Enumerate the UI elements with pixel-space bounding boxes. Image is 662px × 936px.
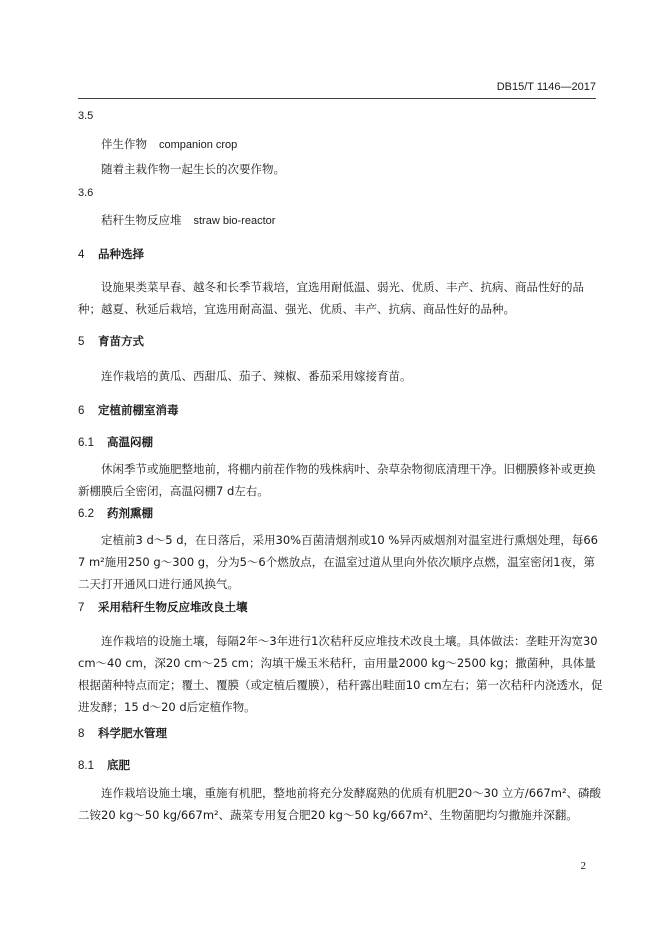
subsection-heading bbox=[78, 757, 130, 773]
section-heading bbox=[78, 599, 248, 615]
term-number: 3.5 bbox=[78, 110, 94, 122]
section-text: 连作栽培的设施土壤，每隔2年～3年进行1次秸秆反应堆技术改良土壤。具体做法：垄畦开沟宽30 cm～40 cm，深20 cm～25 cm；沟填干燥玉米秸秆，亩用量2000 kg～2500 kg；撒菌种，具体量根据菌种特点而定；覆土、覆膜（或定植后覆膜），秸秆露出畦面10 cm左右；第一次秸秆内浇透水，促进发酵；15 d～20 d后定植作物。 bbox=[78, 634, 603, 714]
subsection-number: 8.1 bbox=[78, 760, 94, 772]
section-number: 6 bbox=[78, 405, 85, 417]
section-number: 5 bbox=[78, 336, 85, 348]
section-text: 设施果类菜早春、越冬和长季节栽培，宜选用耐低温、弱光、优质、丰产、抗病、商品性好的品种；越夏、秋延后栽培，宜选用耐高温、强光、优质、丰产、抗病、商品性好的品种。 bbox=[78, 280, 584, 316]
subsection-title: 底肥 bbox=[107, 758, 130, 772]
subsection-title: 药剂熏棚 bbox=[107, 506, 153, 520]
term-zh: 秸秆生物反应堆 bbox=[101, 213, 182, 227]
subsection-number: 6.1 bbox=[78, 437, 94, 449]
section-heading bbox=[78, 246, 144, 262]
section-title: 品种选择 bbox=[98, 247, 144, 261]
section-title: 科学肥水管理 bbox=[98, 726, 167, 740]
subsection-title: 高温闷棚 bbox=[107, 435, 153, 449]
header-divider bbox=[78, 98, 596, 99]
subsection-text: 休闲季节或施肥整地前，将棚内前茬作物的残株病叶、杂草杂物彻底清理干净。旧棚膜修补或更换新棚膜后全密闭，高温闷棚7 d左右。 bbox=[78, 462, 596, 498]
term-definition: 随着主栽作物一起生长的次要作物。 bbox=[101, 162, 285, 176]
section-title: 采用秸秆生物反应堆改良土壤 bbox=[98, 600, 248, 614]
section-title: 育苗方式 bbox=[98, 334, 144, 348]
doc-code: DB15/T 1146—2017 bbox=[496, 81, 596, 93]
section-number: 4 bbox=[78, 249, 85, 261]
term-zh: 伴生作物 bbox=[101, 137, 147, 151]
term-en: straw bio-reactor bbox=[193, 215, 276, 227]
section-heading bbox=[78, 333, 144, 349]
subsection-number: 6.2 bbox=[78, 508, 94, 520]
section-text: 连作栽培的黄瓜、西甜瓜、茄子、辣椒、番茄采用嫁接育苗。 bbox=[101, 369, 412, 383]
section-number: 8 bbox=[78, 728, 85, 740]
subsection-text: 定植前3 d～5 d，在日落后，采用30%百菌清烟剂或10 %异丙威烟剂对温室进行熏烟处理，每667 m²施用250 g～300 g，分为5～6个燃放点，在温室过道从里向外依次顺序点燃，温室密闭1夜，第二天打开通风口进行通风换气。 bbox=[78, 533, 598, 591]
term-heading bbox=[101, 136, 237, 152]
section-heading bbox=[78, 725, 167, 741]
section-number: 7 bbox=[78, 602, 85, 614]
subsection-heading bbox=[78, 505, 153, 521]
term-number: 3.6 bbox=[78, 187, 94, 199]
term-en: companion crop bbox=[159, 139, 238, 151]
term-heading bbox=[101, 212, 275, 228]
section-title: 定植前棚室消毒 bbox=[98, 403, 179, 417]
section-heading bbox=[78, 402, 179, 418]
subsection-text: 连作栽培设施土壤，重施有机肥，整地前将充分发酵腐熟的优质有机肥20～30 立方/667m²、磷酸二铵20 kg～50 kg/667m²、蔬菜专用复合肥20 kg～50 kg/667m²、生物菌肥均匀撒施并深翻。 bbox=[78, 786, 602, 822]
page-number: 2 bbox=[580, 860, 586, 872]
subsection-heading bbox=[78, 434, 153, 450]
